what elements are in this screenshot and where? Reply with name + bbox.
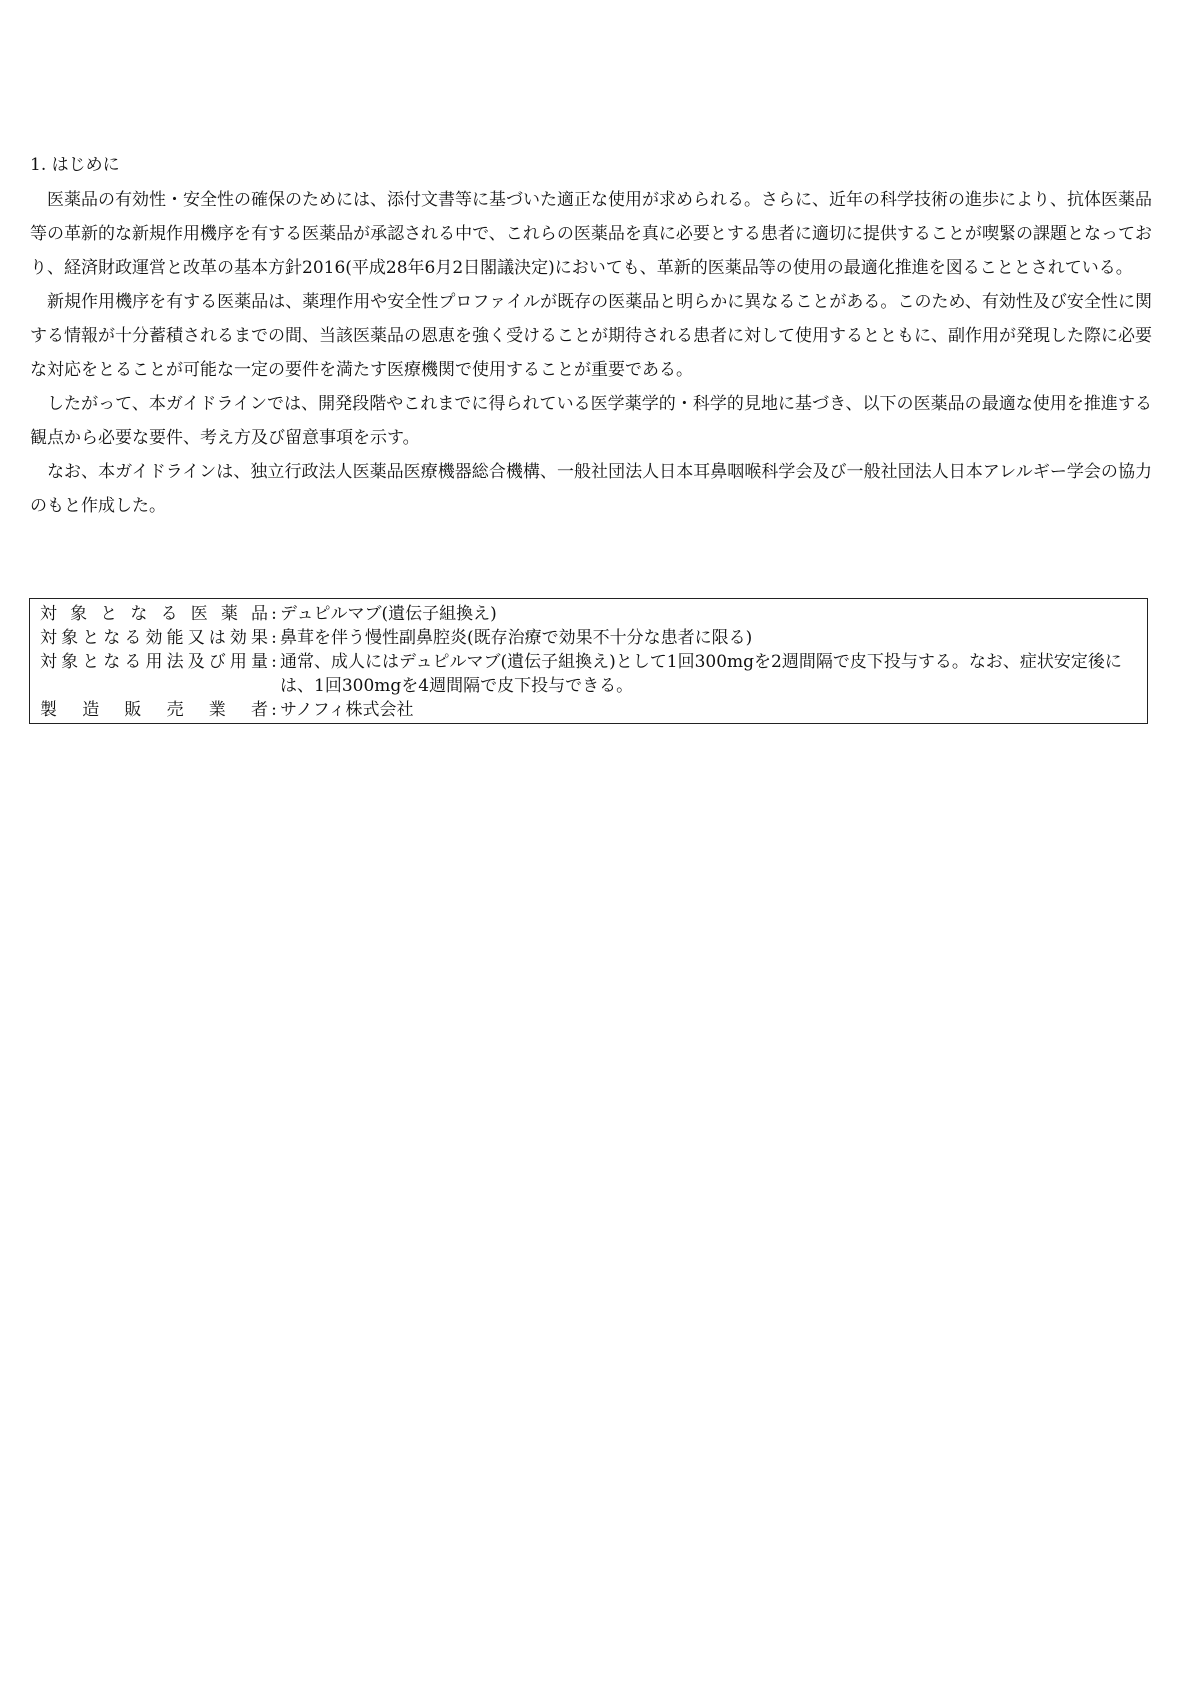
drug-info-box [29,598,1148,724]
intro-paragraph: 医薬品の有効性・安全性の確保のためには、添付文書等に基づいた適正な使用が求められる。さらに、近年の科学技術の進歩により、抗体医薬品等の革新的な新規作用機序を有する医薬品が承認される中で、これらの医薬品を真に必要とする患者に適切に提供することが喫緊の課題となっており、経済財政運営と改革の基本方針2016(平成28年6月2日閣議決定)においても、革新的医薬品等の使用の最適化推進を図ることとされている。 [30,190,1152,278]
label-colon: : [271,652,277,672]
intro-paragraph: 新規作用機序を有する医薬品は、薬理作用や安全性プロファイルが既存の医薬品と明らかに異なることがある。このため、有効性及び安全性に関する情報が十分蓄積されるまでの間、当該医薬品の恩恵を強く受けることが期待される患者に対して使用するとともに、副作用が発現した際に必要な対応をとることが可能な一定の要件を満たす医療機関で使用することが重要である。 [30,292,1152,380]
label-colon: : [271,628,277,648]
dosage-value: 通常、成人にはデュピルマブ(遺伝子組換え)として1回300mgを2週間隔で皮下投与する。なお、症状安定後には、1回300mgを4週間隔で皮下投与できる。 [280,652,1122,696]
manufacturer-value: サノフィ株式会社 [280,700,414,720]
intro-paragraph: なお、本ガイドラインは、独立行政法人医薬品医療機器総合機構、一般社団法人日本耳鼻咽喉科学会及び一般社団法人日本アレルギー学会の協力のもと作成した。 [30,462,1152,516]
section-heading: 1. はじめに [30,155,120,175]
indication-value: 鼻茸を伴う慢性副鼻腔炎(既存治療で効果不十分な患者に限る) [280,628,753,648]
drug-info-row-manufacturer [40,698,1137,722]
drug-label: 対象となる医薬品 [40,604,268,624]
drug-info-row-indication [40,626,1137,650]
intro-paragraph: したがって、本ガイドラインでは、開発段階やこれまでに得られている医学薬学的・科学的見地に基づき、以下の医薬品の最適な使用を推進する観点から必要な要件、考え方及び留意事項を示す。 [30,394,1152,448]
dosage-label: 対象となる用法及び用量 [40,652,268,672]
indication-label: 対象となる効能又は効果 [40,628,268,648]
label-colon: : [271,604,277,624]
manufacturer-label: 製造販売業者 [40,700,268,720]
label-colon: : [271,700,277,720]
drug-info-row-dosage [40,650,1137,698]
introduction-body [30,183,1152,523]
drug-value: デュピルマブ(遺伝子組換え) [280,604,497,624]
drug-info-row-drug [40,602,1137,626]
